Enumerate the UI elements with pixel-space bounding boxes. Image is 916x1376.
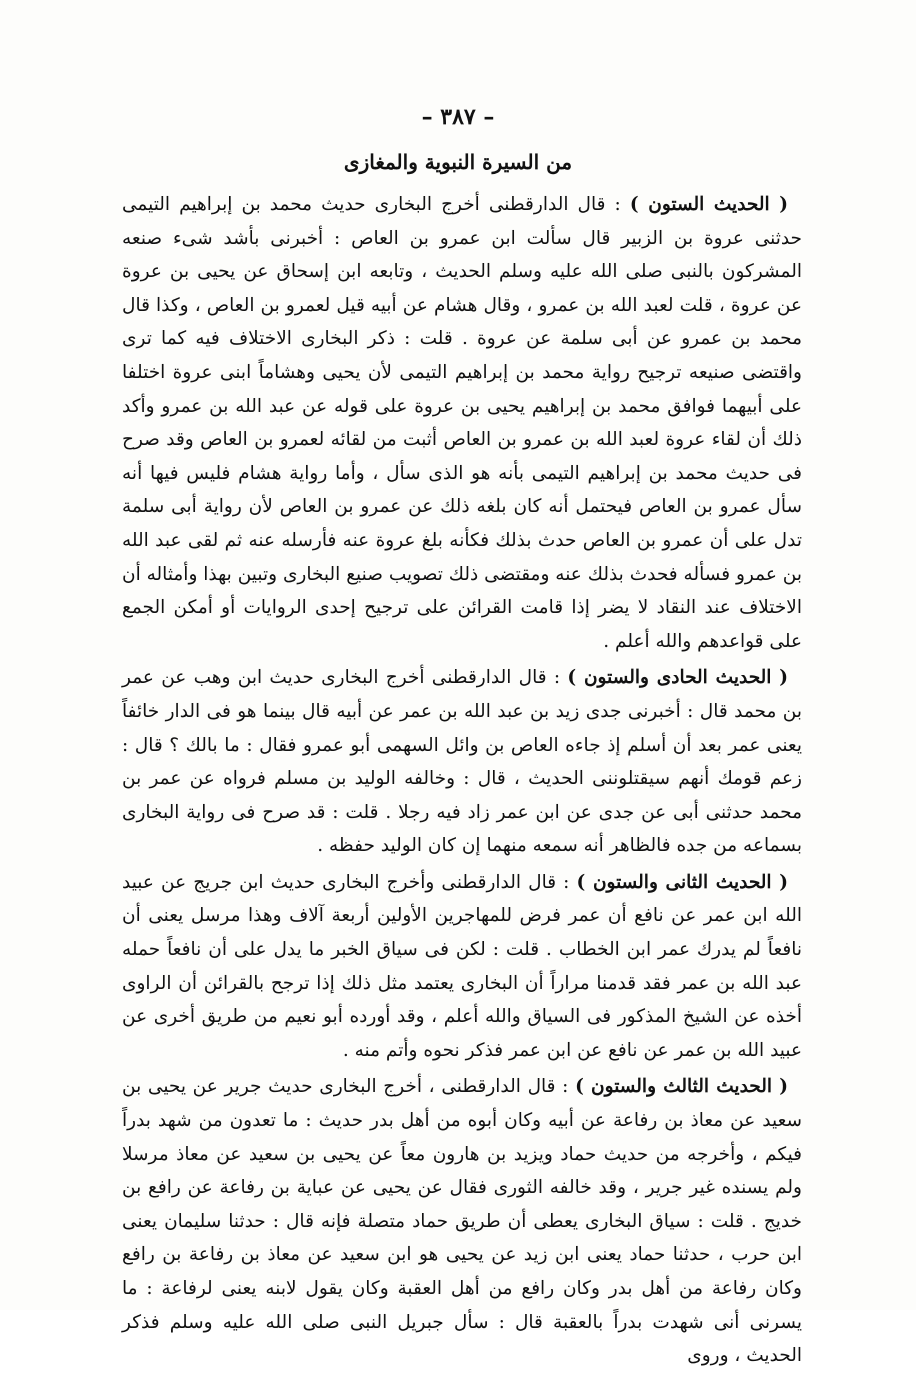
- paragraph-hadith-63: [122, 1070, 802, 1372]
- paragraph-text: : قال الدارقطنى أخرج البخارى حديث محمد بن إبراهيم التيمى حدثنى عروة بن الزبير قال سألت ابن عمرو بن العاص : أخبرنى بأشد شىء صنعه المشركون بالنبى صلى الله عليه وسلم الحديث ، وتابعه ابن إسحاق عن يحيى بن عروة عن عروة ، قلت لعبد الله بن عمرو ، وقال هشام عن أبيه قيل لعمرو بن العاص ، وكذا قال محمد بن عمرو عن أبى سلمة عن عروة . قلت : ذكر البخارى الاختلاف فيه كما ترى واقتضى صنيعه ترجيح رواية محمد بن إبراهيم التيمى لأن يحيى وهشاماً ابنى عروة اختلفا على أبيهما فوافق محمد بن إبراهيم يحيى بن عروة على قوله عن عبد الله بن عمرو وأكد ذلك أن لقاء عروة لعبد الله بن عمرو بن العاص أثبت من لقائه لعمرو بن العاص وقد صرح فى حديث محمد بن إبراهيم التيمى بأنه هو الذى سأل ، وأما رواية هشام فليس فيها أنه سأل عمرو بن العاص فيحتمل أنه كان بلغه ذلك عن عمرو بن العاص لأن رواية أبى سلمة تدل على أن عمرو بن العاص حدث بذلك فكأنه بلغ عروة عنه فأرسله عنه ثم لقى عبد الله بن عمرو فسأله فحدث بذلك عنه ومقتضى ذلك تصويب صنيع البخارى وتبين بهذا وأمثاله أن الاختلاف عند النقاد لا يضر إذا قامت القرائن على ترجيح إحدى الروايات أو أمكن الجمع على قواعدهم والله أعلم .: [122, 194, 802, 652]
- running-head: من السيرة النبوية والمغازى: [343, 150, 573, 174]
- body-text: [122, 188, 802, 1376]
- paragraph-heading: ( الحديث الثالث والستون ): [575, 1076, 788, 1098]
- paragraph-text: : قال الدارقطنى ، أخرج البخارى حديث جرير عن يحيى بن سعيد عن معاذ بن رفاعة عن أبيه وكان أبوه من أهل بدر حديث : ما تعدون من شهد بدراً فيكم ، وأخرجه من حديث حماد ويزيد بن هارون معاً عن يحيى بن سعيد عن معاذ مرسلا ولم يسنده غير جرير ، وقد خالفه الثورى فقال عن يحيى عن عباية بن رفاعة عن رافع بن خديج . قلت : سياق البخارى يعطى أن طريق حماد متصلة فإنه قال : حدثنا سليمان يعنى ابن حرب ، حدثنا حماد يعنى ابن زيد عن يحيى هو ابن سعيد عن معاذ بن رفاعة بن رافع وكان رفاعة من أهل بدر وكان رافع من أهل العقبة وكان يقول لابنه يعنى لرفاعة : ما يسرنى أنى شهدت بدراً بالعقبة قال : سأل جبريل النبى صلى الله عليه وسلم فذكر الحديث ، وروى: [122, 1076, 802, 1367]
- paragraph-heading: ( الحديث الستون ): [629, 194, 788, 215]
- paragraph-text: : قال الدارقطنى أخرج البخارى حديث ابن وهب عن عمر بن محمد قال : أخبرنى جدى زيد بن عبد الله بن عمر عن أبيه قال بينما هو فى الدار خائفاً يعنى عمر بعد أن أسلم إذ جاءه العاص بن وائل السهمى أبو عمرو فقال : ما بالك ؟ قال : زعم قومك أنهم سيقتلوننى الحديث ، قال : وخالفه الوليد بن مسلم فرواه عن عمر بن محمد حدثنى أبى عن جدى عن ابن عمر زاد فيه رجلا . قلت : قد صرح فى رواية البخارى بسماعه من جده فالظاهر أنه سمعه منهما إن كان الوليد حفظه .: [122, 667, 802, 857]
- paragraph-hadith-61: [122, 661, 802, 863]
- paragraph-hadith-62: [122, 866, 802, 1068]
- paragraph-heading: ( الحديث الثانى والستون ): [576, 871, 788, 893]
- paragraph-text: : قال الدارقطنى وأخرج البخارى حديث ابن جريج عن عبيد الله ابن عمر عن نافع أن عمر فرض للمهاجرين الأولين أربعة آلاف وهذا مرسل يعنى أن نافعاً لم يدرك عمر ابن الخطاب . قلت : لكن فى سياق الخبر ما يدل على أن نافعاً حمله عبد الله بن عمر فقد قدمنا مراراً أن البخارى يعتمد مثل ذلك إذا ترجح بالقرائن أن الراوى أخذه عن الشيخ المذكور فى السياق والله أعلم ، وقد أورده أبو نعيم من طريق أخرى عن عبيد الله بن عمر عن نافع عن ابن عمر فذكر نحوه وأتم منه .: [122, 871, 802, 1061]
- page-number: – ٣٨٧ –: [421, 104, 495, 130]
- paragraph-heading: ( الحديث الحادى والستون ): [567, 667, 788, 689]
- paragraph-hadith-60: [122, 188, 802, 658]
